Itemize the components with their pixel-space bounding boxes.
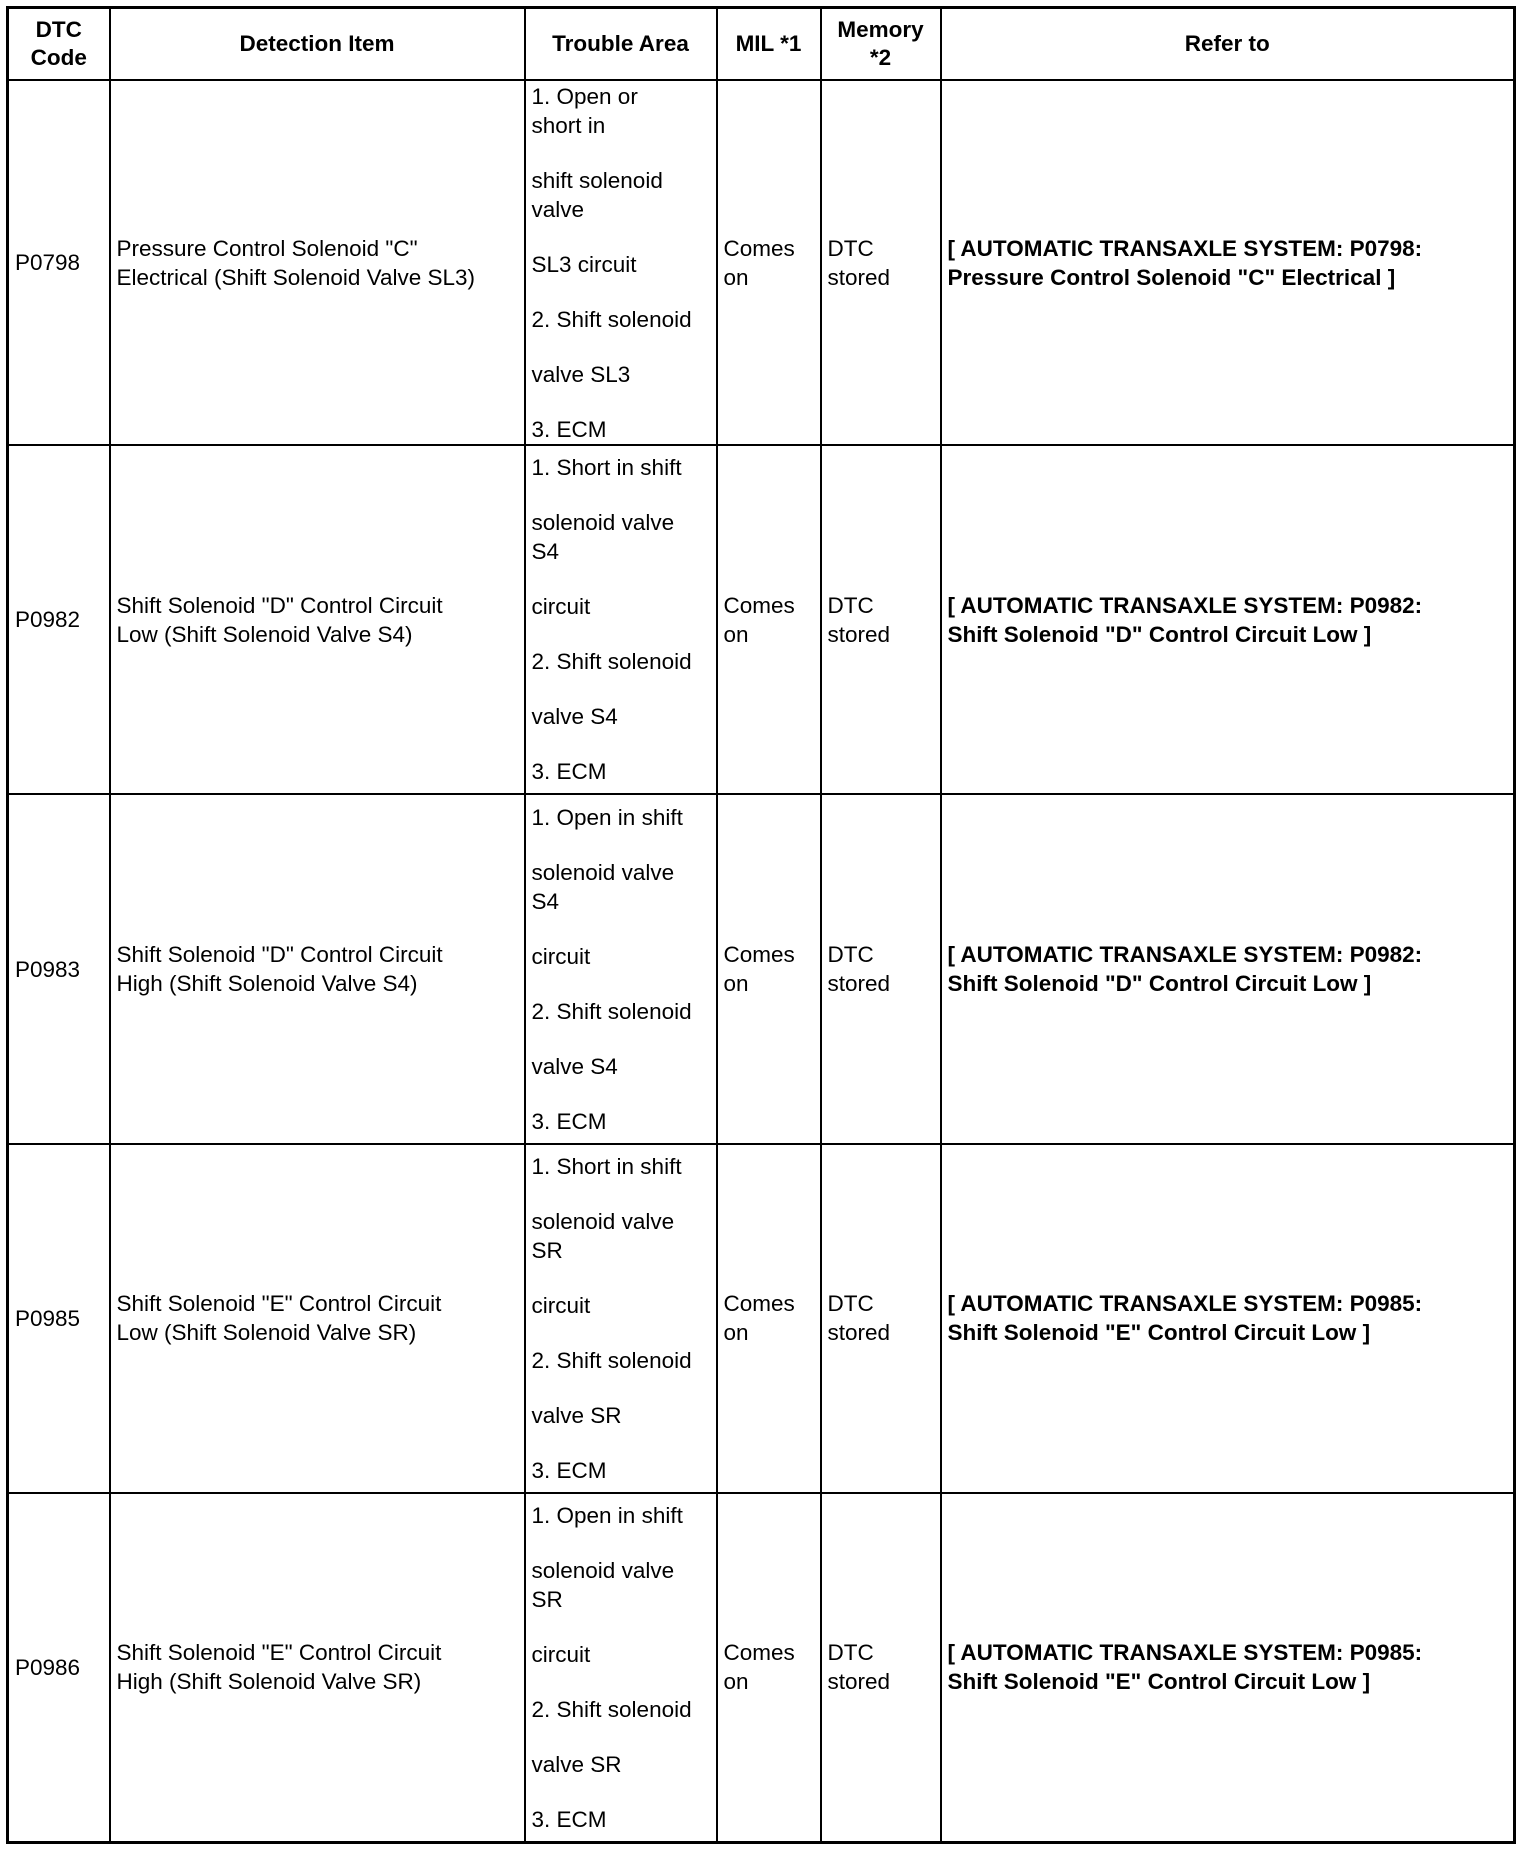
trouble-area-line: S4	[531, 888, 560, 914]
dtc-code-cell	[8, 445, 110, 794]
detection-item-line: Shift Solenoid "D" Control Circuit	[116, 942, 443, 968]
trouble-area-cell	[525, 1493, 717, 1843]
trouble-area-line: valve S4	[531, 704, 618, 730]
mil-line: on	[723, 621, 749, 647]
table-row	[8, 1144, 1515, 1493]
trouble-area-line: 1. Open in shift	[531, 804, 683, 830]
refer-to-cell	[941, 794, 1515, 1143]
dtc-code: P0985	[15, 1305, 81, 1331]
detection-item-line: Low (Shift Solenoid Valve S4)	[116, 621, 413, 647]
memory-line: DTC	[827, 1640, 874, 1666]
detection-item-line: High (Shift Solenoid Valve SR)	[116, 1669, 422, 1695]
header-dtc-code-line: DTC	[35, 17, 82, 42]
mil-line: Comes	[723, 592, 795, 618]
memory-line: stored	[827, 1320, 891, 1346]
detection-item-cell	[110, 1144, 525, 1493]
trouble-area-line: 1. Short in shift	[531, 1153, 682, 1179]
mil-line: Comes	[723, 1640, 795, 1666]
header-memory-line: *2	[869, 45, 892, 70]
trouble-area-line: circuit	[531, 943, 591, 969]
trouble-area-line: solenoid valve	[531, 1557, 675, 1583]
memory-line: stored	[827, 264, 891, 290]
trouble-area-line: 1. Open in shift	[531, 1502, 683, 1528]
mil-cell	[717, 80, 821, 445]
refer-to-line: [ AUTOMATIC TRANSAXLE SYSTEM: P0985:	[947, 1640, 1423, 1666]
detection-item-line: High (Shift Solenoid Valve S4)	[116, 971, 418, 997]
header-memory-line: Memory	[837, 17, 924, 42]
trouble-area-line: shift solenoid	[531, 167, 663, 193]
memory-cell	[821, 794, 941, 1143]
trouble-area-line: valve SL3	[531, 361, 631, 387]
memory-cell	[821, 445, 941, 794]
memory-cell	[821, 1144, 941, 1493]
detection-item-line: Pressure Control Solenoid "C"	[116, 235, 418, 261]
trouble-area-line: 3. ECM	[531, 416, 607, 442]
memory-line: DTC	[827, 592, 874, 618]
trouble-area-cell	[525, 1144, 717, 1493]
detection-item-cell	[110, 445, 525, 794]
trouble-area-cell	[525, 80, 717, 445]
refer-to-line: Shift Solenoid "E" Control Circuit Low ]	[947, 1320, 1371, 1346]
trouble-area-line: 2. Shift solenoid	[531, 1347, 692, 1373]
mil-line: Comes	[723, 942, 795, 968]
refer-to-line: Shift Solenoid "D" Control Circuit Low ]	[947, 621, 1372, 647]
dtc-code: P0982	[15, 607, 81, 633]
trouble-area-line: short in	[531, 112, 606, 138]
dtc-code: P0798	[15, 250, 81, 276]
header-row	[8, 8, 1515, 81]
detection-item-line: Low (Shift Solenoid Valve SR)	[116, 1320, 417, 1346]
trouble-area-cell	[525, 794, 717, 1143]
dtc-table	[6, 6, 1516, 1844]
header-refer-to: Refer to	[941, 8, 1515, 81]
trouble-area-line: circuit	[531, 1641, 591, 1667]
trouble-area-line: circuit	[531, 594, 591, 620]
trouble-area-line: 2. Shift solenoid	[531, 306, 692, 332]
header-detection-item: Detection Item	[110, 8, 525, 81]
memory-line: stored	[827, 971, 891, 997]
trouble-area-line: SR	[531, 1237, 563, 1263]
dtc-code-cell	[8, 1144, 110, 1493]
refer-to-line: Shift Solenoid "D" Control Circuit Low ]	[947, 971, 1372, 997]
refer-to-line: Shift Solenoid "E" Control Circuit Low ]	[947, 1669, 1371, 1695]
dtc-code-cell	[8, 80, 110, 445]
refer-to-line: [ AUTOMATIC TRANSAXLE SYSTEM: P0982:	[947, 592, 1423, 618]
trouble-area-line: 2. Shift solenoid	[531, 998, 692, 1024]
mil-cell	[717, 445, 821, 794]
trouble-area-line: 3. ECM	[531, 1457, 607, 1483]
trouble-area-line: solenoid valve	[531, 1208, 675, 1234]
trouble-area-line: solenoid valve	[531, 510, 675, 536]
header-trouble-area: Trouble Area	[525, 8, 717, 81]
table-row	[8, 80, 1515, 445]
detection-item-cell	[110, 80, 525, 445]
memory-cell	[821, 1493, 941, 1843]
detection-item-cell	[110, 1493, 525, 1843]
header-dtc-code-line: Code	[30, 45, 87, 70]
trouble-area-line: SR	[531, 1586, 563, 1612]
trouble-area-line: 3. ECM	[531, 759, 607, 785]
trouble-area-line: 3. ECM	[531, 1108, 607, 1134]
header-dtc-code	[8, 8, 110, 81]
memory-line: DTC	[827, 942, 874, 968]
trouble-area-line: valve	[531, 196, 585, 222]
trouble-area-line: solenoid valve	[531, 859, 675, 885]
table-row	[8, 794, 1515, 1143]
mil-line: on	[723, 264, 749, 290]
trouble-area-line: valve S4	[531, 1053, 618, 1079]
trouble-area-line: valve SR	[531, 1402, 622, 1428]
detection-item-line: Shift Solenoid "D" Control Circuit	[116, 592, 443, 618]
table-row	[8, 445, 1515, 794]
dtc-code: P0986	[15, 1654, 81, 1680]
detection-item-cell	[110, 794, 525, 1143]
trouble-area-line: 3. ECM	[531, 1806, 607, 1832]
mil-line: on	[723, 1320, 749, 1346]
mil-line: Comes	[723, 235, 795, 261]
header-memory	[821, 8, 941, 81]
mil-line: on	[723, 1669, 749, 1695]
detection-item-line: Electrical (Shift Solenoid Valve SL3)	[116, 264, 476, 290]
trouble-area-line: 2. Shift solenoid	[531, 1696, 692, 1722]
refer-to-line: Pressure Control Solenoid "C" Electrical ]	[947, 264, 1396, 290]
memory-line: stored	[827, 1669, 891, 1695]
trouble-area-line: 1. Open or	[531, 83, 638, 109]
memory-cell	[821, 80, 941, 445]
dtc-code-cell	[8, 1493, 110, 1843]
dtc-code: P0983	[15, 956, 81, 982]
refer-to-cell	[941, 445, 1515, 794]
dtc-code-cell	[8, 794, 110, 1143]
refer-to-line: [ AUTOMATIC TRANSAXLE SYSTEM: P0798:	[947, 235, 1423, 261]
refer-to-line: [ AUTOMATIC TRANSAXLE SYSTEM: P0982:	[947, 942, 1423, 968]
trouble-area-line: SL3 circuit	[531, 251, 637, 277]
mil-cell	[717, 1144, 821, 1493]
refer-to-cell	[941, 1144, 1515, 1493]
mil-cell	[717, 1493, 821, 1843]
mil-line: Comes	[723, 1291, 795, 1317]
memory-line: stored	[827, 621, 891, 647]
trouble-area-cell	[525, 445, 717, 794]
memory-line: DTC	[827, 235, 874, 261]
detection-item-line: Shift Solenoid "E" Control Circuit	[116, 1291, 442, 1317]
trouble-area-line: 1. Short in shift	[531, 455, 682, 481]
mil-line: on	[723, 971, 749, 997]
trouble-area-line: circuit	[531, 1292, 591, 1318]
table-row	[8, 1493, 1515, 1843]
refer-to-line: [ AUTOMATIC TRANSAXLE SYSTEM: P0985:	[947, 1291, 1423, 1317]
detection-item-line: Shift Solenoid "E" Control Circuit	[116, 1640, 442, 1666]
trouble-area-line: 2. Shift solenoid	[531, 649, 692, 675]
memory-line: DTC	[827, 1291, 874, 1317]
trouble-area-line: S4	[531, 539, 560, 565]
refer-to-cell	[941, 80, 1515, 445]
mil-cell	[717, 794, 821, 1143]
header-mil: MIL *1	[717, 8, 821, 81]
refer-to-cell	[941, 1493, 1515, 1843]
trouble-area-line: valve SR	[531, 1751, 622, 1777]
